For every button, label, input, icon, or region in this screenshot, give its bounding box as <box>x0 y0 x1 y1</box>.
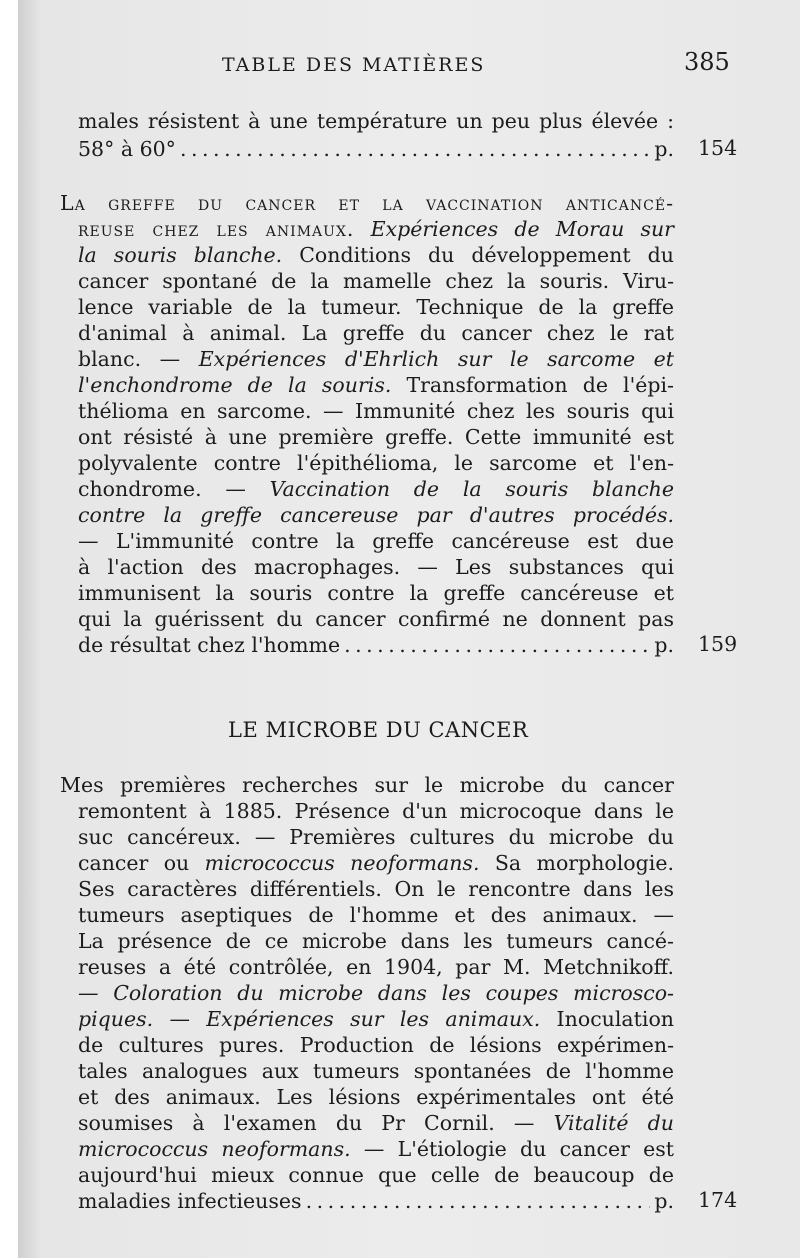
toc-text: Conditions du développement du <box>299 243 674 267</box>
toc-italic: Expériences d'Ehrlich sur le sarcome et <box>198 347 674 371</box>
toc-line <box>78 216 674 242</box>
toc-text: blanc. — <box>78 347 181 371</box>
toc-page-prefix: p. <box>654 633 674 657</box>
toc-page-number: 159 <box>698 632 738 656</box>
toc-text: cancer ou <box>78 851 190 875</box>
toc-line: à l'action des macrophages. — Les substances qui <box>78 555 674 579</box>
toc-line <box>78 850 674 876</box>
toc-text: Sa morphologie. <box>494 851 674 875</box>
toc-line: suc cancéreux. — Premières cultures du microbe du <box>78 825 674 849</box>
toc-line: tumeurs aseptiques de l'homme et des animaux. — <box>78 903 674 927</box>
toc-line: immunisent la souris contre la greffe cancéreuse et <box>78 581 674 605</box>
toc-page-number: 154 <box>698 136 738 160</box>
toc-text: chondrome. — <box>78 477 246 501</box>
toc-line <box>78 632 674 658</box>
toc-line: tales analogues aux tumeurs spontanées de l'homme <box>78 1059 674 1083</box>
toc-italic: la souris blanche. <box>78 243 283 267</box>
toc-line <box>78 1188 674 1214</box>
toc-italic: Vaccination de la souris blanche <box>269 477 674 501</box>
toc-page-prefix: p. <box>654 137 674 161</box>
toc-text: Transformation de l'épi- <box>406 373 674 397</box>
toc-leader-dots <box>306 1188 651 1214</box>
toc-text: 58° à 60° <box>78 137 176 161</box>
toc-text: de résultat chez l'homme <box>78 633 341 657</box>
toc-line: cancer spontané de la mamelle chez la souris. Viru- <box>78 269 674 293</box>
toc-text: Inoculation <box>556 1007 674 1031</box>
toc-line <box>78 1006 674 1032</box>
toc-line <box>78 346 674 372</box>
toc-line <box>78 242 674 268</box>
toc-line: Mes premières recherches sur le microbe du cancer <box>60 773 674 797</box>
toc-italic: Vitalité du <box>553 1111 674 1135</box>
toc-line: aujourd'hui mieux connue que celle de beaucoup de <box>78 1163 674 1187</box>
toc-page-number: 174 <box>698 1188 738 1212</box>
toc-line: — L'immunité contre la greffe cancéreuse est due <box>78 529 674 553</box>
toc-line: males résistent à une température un peu plus élevée : <box>78 109 674 133</box>
toc-italic: contre la greffe cancereuse par d'autres procédés. <box>78 503 674 527</box>
toc-line <box>78 476 674 502</box>
toc-line: reuses a été contrôlée, en 1904, par M. Metchnikoff. <box>78 955 674 979</box>
toc-line: La présence de ce microbe dans les tumeurs cancé- <box>78 929 674 953</box>
toc-line: et des animaux. Les lésions expérimentales ont été <box>78 1085 674 1109</box>
toc-italic: l'enchondrome de la souris. <box>78 373 392 397</box>
toc-italic: piques. — Expériences sur les animaux. <box>78 1007 541 1031</box>
toc-heading: reuse chez les animaux. <box>78 217 355 241</box>
toc-line <box>78 502 674 528</box>
toc-line <box>78 372 674 398</box>
toc-line: qui la guérissent du cancer confirmé ne donnent pas <box>78 607 674 631</box>
toc-line: polyvalente contre l'épithélioma, le sarcome et l'en- <box>78 451 674 475</box>
toc-italic: Expériences de Morau sur <box>370 217 674 241</box>
section-title: LE MICROBE DU CANCER <box>228 718 529 742</box>
toc-line: lence variable de la tumeur. Technique de la greffe <box>78 295 674 319</box>
toc-text: — L'étiologie du cancer est <box>363 1137 674 1161</box>
toc-heading: La greffe du cancer et la vaccination anticancé- <box>60 191 674 215</box>
toc-line: Ses caractères différentiels. On le rencontre dans les <box>78 877 674 901</box>
toc-leader-dots <box>180 136 650 162</box>
toc-line: d'animal à animal. La greffe du cancer chez le rat <box>78 321 674 345</box>
toc-line: remontent à 1885. Présence d'un microcoque dans le <box>78 799 674 823</box>
toc-text: maladies infectieuses <box>78 1189 302 1213</box>
toc-page-prefix: p. <box>654 1189 674 1213</box>
toc-line: ont résisté à une première greffe. Cette immunité est <box>78 425 674 449</box>
toc-italic: micrococcus neoformans. <box>78 1137 351 1161</box>
toc-line <box>78 980 674 1006</box>
toc-line: de cultures pures. Production de lésions expérimen- <box>78 1033 674 1057</box>
running-header: TABLE DES MATIÈRES <box>222 54 486 76</box>
toc-italic: micrococcus neoformans. <box>204 851 480 875</box>
toc-line: thélioma en sarcome. — Immunité chez les souris qui <box>78 399 674 423</box>
toc-line <box>78 136 674 162</box>
page-number: 385 <box>684 48 730 76</box>
toc-line <box>78 1136 674 1162</box>
toc-text: soumises à l'examen du Pr Cornil. — <box>78 1111 535 1135</box>
toc-line <box>78 1110 674 1136</box>
toc-italic: — Coloration du microbe dans les coupes microsco- <box>78 981 674 1005</box>
toc-leader-dots <box>344 632 650 658</box>
